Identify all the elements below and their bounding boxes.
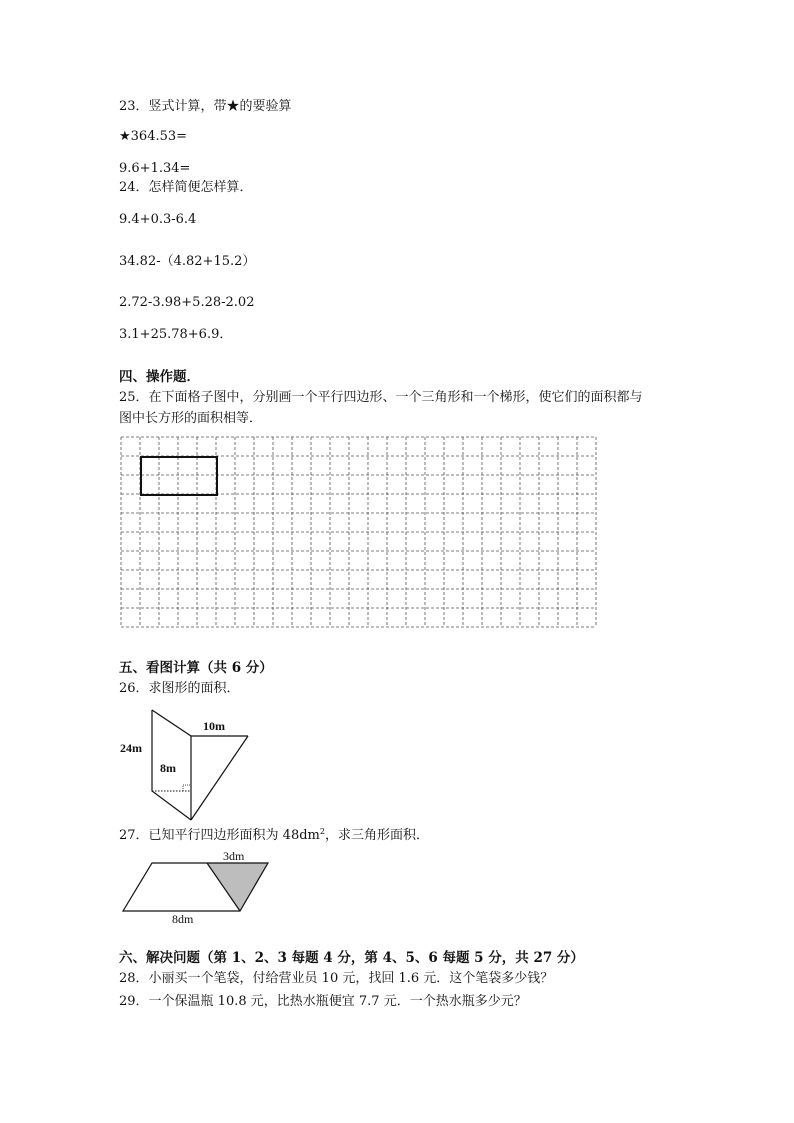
- q25-text-line-1: 25．在下面格子图中，分别画一个平行四边形、一个三角形和一个梯形，使它们的面积都与: [119, 390, 643, 405]
- q28-text: 28．小丽买一个笔袋，付给营业员 10 元，找回 1.6 元．这个笔袋多少钱？: [119, 971, 554, 986]
- q25-grid-figure: [121, 437, 599, 630]
- q27-shaded-triangle: [207, 863, 268, 911]
- fig26-label-8m: 8m: [160, 761, 176, 775]
- q23-item-1: ★364.53=: [119, 129, 188, 144]
- q25-rectangle: [141, 457, 217, 495]
- q24-title: 24．怎样简便怎样算．: [119, 180, 253, 195]
- q23-title: 23．竖式计算，带★的要验算: [119, 99, 292, 114]
- section-5-title: 五、看图计算（共 6 分）: [119, 660, 273, 676]
- q26-text: 26．求图形的面积．: [119, 681, 240, 696]
- q24-item-3: 2.72-3.98+5.28-2.02: [119, 295, 255, 310]
- q23-item-2: 9.6+1.34=: [119, 161, 191, 176]
- q27-superscript: 2: [319, 827, 325, 836]
- fig26-label-10m: 10m: [203, 719, 225, 733]
- q27-figure: [120, 860, 280, 920]
- section-4-title: 四、操作题．: [119, 369, 200, 385]
- q24-item-1: 9.4+0.3-6.4: [119, 212, 197, 227]
- fig27-label-8dm: 8dm: [172, 912, 194, 926]
- q24-item-4: 3.1+25.78+6.9．: [119, 327, 233, 342]
- q27-text: [119, 828, 429, 844]
- fig27-label-3dm: 3dm: [223, 849, 245, 863]
- q29-text: 29．一个保温瓶 10.8 元，比热水瓶便宜 7.7 元．一个热水瓶多少元？: [119, 994, 527, 1009]
- q27-text-main: 27．已知平行四边形面积为 48dm: [119, 828, 320, 843]
- fig26-label-24m: 24m: [120, 741, 142, 755]
- q27-text-end: ，求三角形面积．: [324, 828, 429, 843]
- section-6-title: 六、解决问题（第 1、2、3 每题 4 分，第 4、5、6 每题 5 分，共 27 分）: [119, 950, 584, 966]
- q25-text-line-2: 图中长方形的面积相等．: [119, 411, 263, 426]
- q24-item-2: 34.82-（4.82+15.2）: [119, 254, 256, 269]
